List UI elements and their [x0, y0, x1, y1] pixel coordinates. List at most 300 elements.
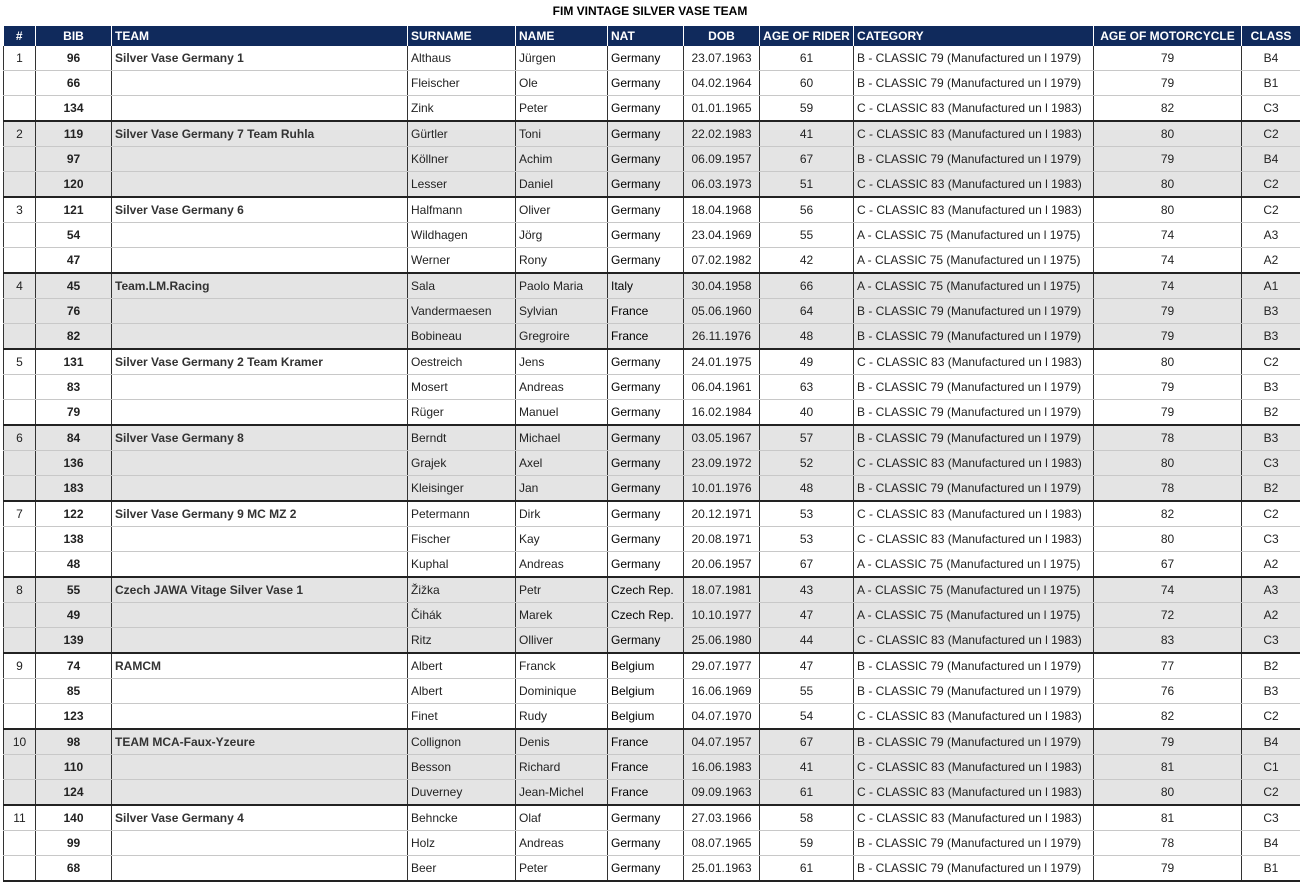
cell-team	[112, 299, 408, 324]
cell-team	[112, 400, 408, 426]
table-row	[4, 856, 1300, 882]
cell-no: 10	[4, 729, 36, 755]
table-row	[4, 172, 1300, 198]
cell-class: A2	[1242, 248, 1300, 274]
table-row	[4, 349, 1300, 375]
cell-no: 2	[4, 121, 36, 147]
cell-name: Oliver	[516, 197, 608, 223]
cell-nat: Germany	[608, 223, 684, 248]
cell-no	[4, 248, 36, 274]
cell-surname: Rüger	[408, 400, 516, 426]
cell-surname: Besson	[408, 755, 516, 780]
cell-bib: 121	[36, 197, 112, 223]
cell-team: Silver Vase Germany 4	[112, 805, 408, 831]
cell-age-of-rider: 67	[760, 552, 854, 578]
cell-age-of-rider: 49	[760, 349, 854, 375]
cell-surname: Lesser	[408, 172, 516, 198]
cell-name: Toni	[516, 121, 608, 147]
cell-name: Peter	[516, 96, 608, 122]
cell-name: Denis	[516, 729, 608, 755]
cell-team: Silver Vase Germany 1	[112, 46, 408, 71]
cell-age-of-rider: 67	[760, 729, 854, 755]
cell-no: 5	[4, 349, 36, 375]
cell-dob: 18.07.1981	[684, 577, 760, 603]
cell-class: C2	[1242, 349, 1300, 375]
cell-category: B - CLASSIC 79 (Manufactured un l 1979)	[854, 400, 1094, 426]
cell-age-of-rider: 66	[760, 273, 854, 299]
cell-bib: 66	[36, 71, 112, 96]
cell-no	[4, 628, 36, 654]
cell-team: Silver Vase Germany 8	[112, 425, 408, 451]
cell-age-of-motorcycle: 72	[1094, 603, 1242, 628]
cell-surname: Collignon	[408, 729, 516, 755]
cell-bib: 54	[36, 223, 112, 248]
cell-nat: Germany	[608, 425, 684, 451]
header-age-of-rider: AGE OF RIDER	[760, 26, 854, 46]
cell-nat: Germany	[608, 552, 684, 578]
table-row	[4, 704, 1300, 730]
cell-class: C3	[1242, 805, 1300, 831]
cell-bib: 120	[36, 172, 112, 198]
cell-team	[112, 96, 408, 122]
cell-nat: Germany	[608, 121, 684, 147]
cell-name: Sylvian	[516, 299, 608, 324]
header-team: TEAM	[112, 26, 408, 46]
cell-age-of-motorcycle: 80	[1094, 780, 1242, 806]
header-category: CATEGORY	[854, 26, 1094, 46]
cell-surname: Gürtler	[408, 121, 516, 147]
cell-no: 3	[4, 197, 36, 223]
cell-dob: 07.02.1982	[684, 248, 760, 274]
cell-nat: France	[608, 755, 684, 780]
cell-nat: Italy	[608, 273, 684, 299]
cell-nat: Belgium	[608, 653, 684, 679]
table-row	[4, 248, 1300, 274]
page-title: FIM VINTAGE SILVER VASE TEAM	[0, 4, 1300, 18]
cell-class: C3	[1242, 96, 1300, 122]
cell-name: Manuel	[516, 400, 608, 426]
cell-bib: 119	[36, 121, 112, 147]
cell-no: 4	[4, 273, 36, 299]
cell-bib: 99	[36, 831, 112, 856]
cell-team: Silver Vase Germany 2 Team Kramer	[112, 349, 408, 375]
cell-surname: Čihák	[408, 603, 516, 628]
cell-class: B4	[1242, 147, 1300, 172]
cell-dob: 16.06.1969	[684, 679, 760, 704]
cell-nat: France	[608, 324, 684, 350]
cell-bib: 68	[36, 856, 112, 882]
cell-surname: Grajek	[408, 451, 516, 476]
cell-dob: 04.07.1970	[684, 704, 760, 730]
table-row	[4, 121, 1300, 147]
cell-no	[4, 324, 36, 350]
table-row	[4, 71, 1300, 96]
cell-category: A - CLASSIC 75 (Manufactured un l 1975)	[854, 248, 1094, 274]
cell-age-of-motorcycle: 76	[1094, 679, 1242, 704]
table-body	[4, 46, 1300, 881]
cell-bib: 138	[36, 527, 112, 552]
cell-surname: Sala	[408, 273, 516, 299]
cell-team	[112, 324, 408, 350]
cell-team	[112, 172, 408, 198]
table-row	[4, 197, 1300, 223]
cell-age-of-motorcycle: 67	[1094, 552, 1242, 578]
cell-no	[4, 147, 36, 172]
cell-age-of-rider: 42	[760, 248, 854, 274]
cell-surname: Althaus	[408, 46, 516, 71]
cell-no	[4, 755, 36, 780]
cell-class: C3	[1242, 527, 1300, 552]
cell-name: Marek	[516, 603, 608, 628]
table-row	[4, 805, 1300, 831]
cell-nat: Germany	[608, 172, 684, 198]
cell-bib: 85	[36, 679, 112, 704]
cell-category: A - CLASSIC 75 (Manufactured un l 1975)	[854, 223, 1094, 248]
cell-no	[4, 451, 36, 476]
cell-no: 9	[4, 653, 36, 679]
cell-no	[4, 172, 36, 198]
cell-no	[4, 375, 36, 400]
cell-age-of-motorcycle: 79	[1094, 299, 1242, 324]
table-row	[4, 501, 1300, 527]
cell-nat: France	[608, 729, 684, 755]
cell-category: A - CLASSIC 75 (Manufactured un l 1975)	[854, 552, 1094, 578]
cell-name: Olaf	[516, 805, 608, 831]
cell-class: B3	[1242, 324, 1300, 350]
cell-dob: 26.11.1976	[684, 324, 760, 350]
table-row	[4, 400, 1300, 426]
table-row	[4, 223, 1300, 248]
cell-age-of-motorcycle: 74	[1094, 577, 1242, 603]
cell-age-of-motorcycle: 74	[1094, 273, 1242, 299]
cell-category: B - CLASSIC 79 (Manufactured un l 1979)	[854, 71, 1094, 96]
cell-bib: 83	[36, 375, 112, 400]
cell-age-of-rider: 40	[760, 400, 854, 426]
cell-nat: Germany	[608, 527, 684, 552]
cell-surname: Wildhagen	[408, 223, 516, 248]
cell-team	[112, 375, 408, 400]
cell-class: C2	[1242, 704, 1300, 730]
cell-category: B - CLASSIC 79 (Manufactured un l 1979)	[854, 324, 1094, 350]
cell-age-of-motorcycle: 78	[1094, 425, 1242, 451]
cell-nat: Belgium	[608, 704, 684, 730]
cell-dob: 23.07.1963	[684, 46, 760, 71]
cell-surname: Zink	[408, 96, 516, 122]
cell-age-of-motorcycle: 83	[1094, 628, 1242, 654]
cell-age-of-rider: 57	[760, 425, 854, 451]
cell-bib: 84	[36, 425, 112, 451]
cell-dob: 25.06.1980	[684, 628, 760, 654]
cell-surname: Köllner	[408, 147, 516, 172]
cell-class: B3	[1242, 425, 1300, 451]
cell-category: A - CLASSIC 75 (Manufactured un l 1975)	[854, 577, 1094, 603]
cell-dob: 16.02.1984	[684, 400, 760, 426]
cell-name: Richard	[516, 755, 608, 780]
cell-nat: Germany	[608, 96, 684, 122]
cell-age-of-motorcycle: 80	[1094, 197, 1242, 223]
cell-category: C - CLASSIC 83 (Manufactured un l 1983)	[854, 805, 1094, 831]
cell-dob: 06.04.1961	[684, 375, 760, 400]
cell-dob: 20.12.1971	[684, 501, 760, 527]
cell-category: B - CLASSIC 79 (Manufactured un l 1979)	[854, 679, 1094, 704]
cell-bib: 79	[36, 400, 112, 426]
cell-age-of-rider: 61	[760, 856, 854, 882]
cell-team	[112, 552, 408, 578]
cell-class: A2	[1242, 552, 1300, 578]
cell-bib: 122	[36, 501, 112, 527]
cell-bib: 82	[36, 324, 112, 350]
cell-dob: 29.07.1977	[684, 653, 760, 679]
cell-team: RAMCM	[112, 653, 408, 679]
table-row	[4, 425, 1300, 451]
cell-name: Petr	[516, 577, 608, 603]
cell-age-of-motorcycle: 80	[1094, 121, 1242, 147]
cell-age-of-rider: 41	[760, 755, 854, 780]
cell-category: C - CLASSIC 83 (Manufactured un l 1983)	[854, 704, 1094, 730]
cell-class: B3	[1242, 375, 1300, 400]
cell-nat: France	[608, 299, 684, 324]
cell-dob: 10.01.1976	[684, 476, 760, 502]
cell-category: C - CLASSIC 83 (Manufactured un l 1983)	[854, 755, 1094, 780]
cell-age-of-motorcycle: 79	[1094, 71, 1242, 96]
cell-team: Silver Vase Germany 6	[112, 197, 408, 223]
cell-category: B - CLASSIC 79 (Manufactured un l 1979)	[854, 831, 1094, 856]
cell-bib: 124	[36, 780, 112, 806]
table-row	[4, 324, 1300, 350]
cell-surname: Žižka	[408, 577, 516, 603]
cell-team	[112, 755, 408, 780]
cell-team: Silver Vase Germany 9 MC MZ 2	[112, 501, 408, 527]
cell-age-of-rider: 60	[760, 71, 854, 96]
cell-name: Axel	[516, 451, 608, 476]
cell-class: B3	[1242, 299, 1300, 324]
table-row	[4, 375, 1300, 400]
cell-age-of-rider: 41	[760, 121, 854, 147]
cell-dob: 01.01.1965	[684, 96, 760, 122]
cell-age-of-motorcycle: 78	[1094, 831, 1242, 856]
header-name: NAME	[516, 26, 608, 46]
cell-bib: 183	[36, 476, 112, 502]
cell-name: Gregroire	[516, 324, 608, 350]
header-nat: NAT	[608, 26, 684, 46]
cell-category: B - CLASSIC 79 (Manufactured un l 1979)	[854, 425, 1094, 451]
cell-class: C1	[1242, 755, 1300, 780]
cell-team: Team.LM.Racing	[112, 273, 408, 299]
header-class: CLASS	[1242, 26, 1300, 46]
cell-nat: Czech Rep.	[608, 577, 684, 603]
cell-age-of-motorcycle: 82	[1094, 96, 1242, 122]
cell-nat: Belgium	[608, 679, 684, 704]
cell-category: B - CLASSIC 79 (Manufactured un l 1979)	[854, 375, 1094, 400]
cell-category: B - CLASSIC 79 (Manufactured un l 1979)	[854, 856, 1094, 882]
cell-no	[4, 223, 36, 248]
cell-dob: 20.06.1957	[684, 552, 760, 578]
cell-surname: Kuphal	[408, 552, 516, 578]
cell-age-of-motorcycle: 77	[1094, 653, 1242, 679]
cell-nat: Germany	[608, 831, 684, 856]
cell-age-of-motorcycle: 79	[1094, 729, 1242, 755]
cell-surname: Fischer	[408, 527, 516, 552]
cell-team	[112, 451, 408, 476]
cell-class: C2	[1242, 121, 1300, 147]
cell-age-of-rider: 56	[760, 197, 854, 223]
cell-name: Jürgen	[516, 46, 608, 71]
table-row	[4, 96, 1300, 122]
cell-no: 6	[4, 425, 36, 451]
cell-bib: 131	[36, 349, 112, 375]
cell-age-of-rider: 51	[760, 172, 854, 198]
cell-name: Achim	[516, 147, 608, 172]
cell-no	[4, 476, 36, 502]
cell-nat: Germany	[608, 805, 684, 831]
cell-age-of-rider: 47	[760, 603, 854, 628]
cell-class: C2	[1242, 501, 1300, 527]
cell-name: Jean-Michel	[516, 780, 608, 806]
cell-nat: France	[608, 780, 684, 806]
cell-nat: Germany	[608, 856, 684, 882]
table-row	[4, 729, 1300, 755]
cell-dob: 18.04.1968	[684, 197, 760, 223]
cell-team	[112, 856, 408, 882]
cell-no	[4, 603, 36, 628]
header-row	[4, 26, 1300, 46]
cell-dob: 06.03.1973	[684, 172, 760, 198]
cell-dob: 16.06.1983	[684, 755, 760, 780]
cell-dob: 27.03.1966	[684, 805, 760, 831]
cell-age-of-motorcycle: 82	[1094, 704, 1242, 730]
cell-no	[4, 831, 36, 856]
cell-surname: Bobineau	[408, 324, 516, 350]
cell-age-of-rider: 43	[760, 577, 854, 603]
cell-surname: Beer	[408, 856, 516, 882]
cell-team: Czech JAWA Vitage Silver Vase 1	[112, 577, 408, 603]
cell-nat: Germany	[608, 628, 684, 654]
cell-no	[4, 679, 36, 704]
cell-age-of-rider: 53	[760, 501, 854, 527]
cell-age-of-rider: 59	[760, 831, 854, 856]
cell-age-of-motorcycle: 80	[1094, 349, 1242, 375]
cell-surname: Oestreich	[408, 349, 516, 375]
cell-bib: 140	[36, 805, 112, 831]
cell-class: B1	[1242, 71, 1300, 96]
cell-surname: Albert	[408, 653, 516, 679]
cell-bib: 136	[36, 451, 112, 476]
cell-category: C - CLASSIC 83 (Manufactured un l 1983)	[854, 527, 1094, 552]
cell-no	[4, 400, 36, 426]
cell-bib: 48	[36, 552, 112, 578]
header-no: #	[4, 26, 36, 46]
cell-dob: 06.09.1957	[684, 147, 760, 172]
cell-team	[112, 679, 408, 704]
table-row	[4, 273, 1300, 299]
cell-category: C - CLASSIC 83 (Manufactured un l 1983)	[854, 501, 1094, 527]
cell-dob: 08.07.1965	[684, 831, 760, 856]
cell-nat: Germany	[608, 71, 684, 96]
cell-nat: Germany	[608, 451, 684, 476]
cell-nat: Czech Rep.	[608, 603, 684, 628]
cell-surname: Berndt	[408, 425, 516, 451]
cell-name: Michael	[516, 425, 608, 451]
cell-dob: 20.08.1971	[684, 527, 760, 552]
cell-team	[112, 628, 408, 654]
cell-class: B2	[1242, 400, 1300, 426]
cell-surname: Halfmann	[408, 197, 516, 223]
cell-name: Daniel	[516, 172, 608, 198]
cell-no	[4, 299, 36, 324]
cell-surname: Finet	[408, 704, 516, 730]
cell-nat: Germany	[608, 248, 684, 274]
cell-category: A - CLASSIC 75 (Manufactured un l 1975)	[854, 603, 1094, 628]
cell-no	[4, 552, 36, 578]
cell-category: C - CLASSIC 83 (Manufactured un l 1983)	[854, 349, 1094, 375]
cell-category: C - CLASSIC 83 (Manufactured un l 1983)	[854, 172, 1094, 198]
cell-age-of-motorcycle: 79	[1094, 400, 1242, 426]
cell-name: Paolo Maria	[516, 273, 608, 299]
cell-age-of-rider: 44	[760, 628, 854, 654]
cell-surname: Petermann	[408, 501, 516, 527]
cell-no: 11	[4, 805, 36, 831]
cell-bib: 55	[36, 577, 112, 603]
cell-category: C - CLASSIC 83 (Manufactured un l 1983)	[854, 780, 1094, 806]
team-table	[3, 26, 1300, 882]
cell-team: Silver Vase Germany 7 Team Ruhla	[112, 121, 408, 147]
cell-age-of-motorcycle: 79	[1094, 856, 1242, 882]
table-row	[4, 299, 1300, 324]
cell-age-of-rider: 59	[760, 96, 854, 122]
cell-name: Rudy	[516, 704, 608, 730]
cell-age-of-motorcycle: 82	[1094, 501, 1242, 527]
cell-nat: Germany	[608, 375, 684, 400]
cell-surname: Kleisinger	[408, 476, 516, 502]
header-bib: BIB	[36, 26, 112, 46]
cell-team	[112, 71, 408, 96]
cell-surname: Fleischer	[408, 71, 516, 96]
cell-class: A1	[1242, 273, 1300, 299]
cell-name: Ole	[516, 71, 608, 96]
cell-class: B4	[1242, 46, 1300, 71]
cell-name: Andreas	[516, 831, 608, 856]
cell-no	[4, 71, 36, 96]
cell-dob: 04.02.1964	[684, 71, 760, 96]
table-row	[4, 628, 1300, 654]
cell-class: A3	[1242, 577, 1300, 603]
cell-no: 1	[4, 46, 36, 71]
table-row	[4, 755, 1300, 780]
cell-name: Jens	[516, 349, 608, 375]
cell-surname: Ritz	[408, 628, 516, 654]
cell-bib: 97	[36, 147, 112, 172]
cell-age-of-rider: 48	[760, 324, 854, 350]
cell-team	[112, 603, 408, 628]
table-row	[4, 476, 1300, 502]
cell-bib: 49	[36, 603, 112, 628]
cell-name: Rony	[516, 248, 608, 274]
cell-surname: Vandermaesen	[408, 299, 516, 324]
cell-age-of-motorcycle: 81	[1094, 805, 1242, 831]
table-row	[4, 552, 1300, 578]
cell-age-of-rider: 64	[760, 299, 854, 324]
cell-dob: 10.10.1977	[684, 603, 760, 628]
cell-bib: 45	[36, 273, 112, 299]
cell-age-of-rider: 61	[760, 46, 854, 71]
cell-team	[112, 780, 408, 806]
cell-age-of-rider: 47	[760, 653, 854, 679]
cell-no: 7	[4, 501, 36, 527]
cell-age-of-motorcycle: 79	[1094, 147, 1242, 172]
cell-bib: 74	[36, 653, 112, 679]
cell-name: Dominique	[516, 679, 608, 704]
cell-age-of-rider: 61	[760, 780, 854, 806]
